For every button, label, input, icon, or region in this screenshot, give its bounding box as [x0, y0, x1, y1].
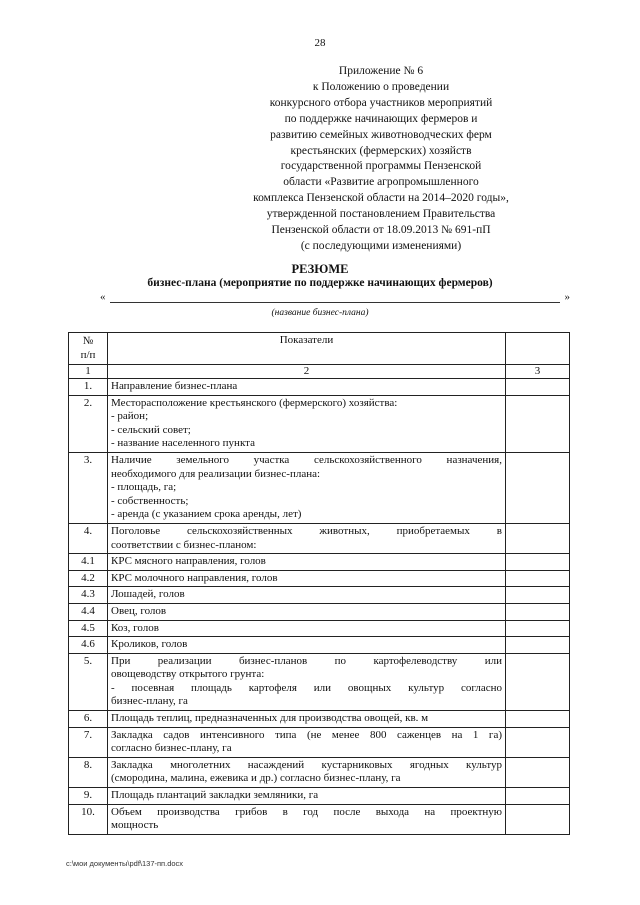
- indicator-text: Поголовье сельскохозяйственных животных, приобретаемых в: [111, 524, 502, 537]
- row-number: 3.: [69, 452, 108, 523]
- row-number: 2.: [69, 395, 108, 452]
- name-caption: (название бизнес-плана): [271, 308, 369, 318]
- row-indicator: [108, 587, 506, 604]
- row-indicator: [108, 653, 506, 710]
- indicator-text: Площадь теплиц, предназначенных для производства овощей, кв. м: [111, 712, 429, 725]
- row-value-cell[interactable]: [506, 452, 570, 523]
- table-row: [69, 554, 570, 571]
- indicator-text: - аренда (с указанием срока аренды, лет): [111, 508, 302, 521]
- name-underline: [110, 302, 560, 303]
- column-number-3: 3: [506, 365, 570, 379]
- indicator-text: КРС мясного направления, голов: [111, 555, 266, 568]
- indicator-text: КРС молочного направления, голов: [111, 571, 278, 584]
- row-number: 4.6: [69, 637, 108, 654]
- indicator-text: мощность: [111, 819, 159, 832]
- header-value: [506, 333, 570, 365]
- row-value-cell[interactable]: [506, 603, 570, 620]
- row-value-cell[interactable]: [506, 379, 570, 396]
- appendix-line: крестьянских (фермерских) хозяйств: [290, 144, 472, 157]
- table-row: [69, 788, 570, 805]
- indicator-text: - посевная площадь картофеля или овощных культур согласно: [111, 681, 502, 694]
- row-value-cell[interactable]: [506, 653, 570, 710]
- document-subtitle: бизнес-плана (мероприятие по поддержке начинающих фермеров): [147, 277, 493, 289]
- column-numbers-row: [69, 365, 570, 379]
- appendix-line: утвержденной постановлением Правительства: [266, 208, 496, 221]
- row-indicator: [108, 379, 506, 396]
- table-header-row: [69, 333, 570, 365]
- row-value-cell[interactable]: [506, 757, 570, 787]
- indicator-text: согласно бизнес-плану, га: [111, 742, 232, 755]
- row-value-cell[interactable]: [506, 637, 570, 654]
- table-row: [69, 653, 570, 710]
- table-row: [69, 804, 570, 834]
- row-number: 4.: [69, 523, 108, 553]
- row-value-cell[interactable]: [506, 570, 570, 587]
- row-number: 8.: [69, 757, 108, 787]
- appendix-line: государственной программы Пензенской: [280, 160, 482, 173]
- table-row: [69, 637, 570, 654]
- indicator-text: необходимого для реализации бизнес-плана:: [111, 467, 321, 480]
- table-row: [69, 587, 570, 604]
- row-indicator: [108, 757, 506, 787]
- row-value-cell[interactable]: [506, 804, 570, 834]
- indicator-text: бизнес-плану, га: [111, 695, 188, 708]
- indicator-text: Коз, голов: [111, 621, 159, 634]
- indicator-text: При реализации бизнес-планов по картофелеводству или: [111, 654, 502, 667]
- indicator-text: - площадь, га;: [111, 481, 177, 494]
- table-row: [69, 711, 570, 728]
- row-number: 7.: [69, 727, 108, 757]
- close-quote: »: [564, 291, 570, 303]
- table-row: [69, 523, 570, 553]
- row-number: 9.: [69, 788, 108, 805]
- table-row: [69, 379, 570, 396]
- appendix-line: развитию семейных животноводческих ферм: [270, 128, 492, 141]
- appendix-line: комплекса Пензенской области на 2014–2020 годы»,: [253, 192, 509, 205]
- indicator-text: Направление бизнес-плана: [111, 380, 238, 392]
- indicator-text: Лошадей, голов: [111, 588, 185, 601]
- row-indicator: [108, 637, 506, 654]
- row-indicator: [108, 554, 506, 571]
- row-indicator: [108, 711, 506, 728]
- row-number: 4.3: [69, 587, 108, 604]
- header-number-pp: п/п: [80, 349, 96, 361]
- row-indicator: [108, 788, 506, 805]
- row-value-cell[interactable]: [506, 727, 570, 757]
- row-number: 10.: [69, 804, 108, 834]
- appendix-line: Пензенской области от 18.09.2013 № 691-пП: [271, 224, 491, 237]
- row-indicator: [108, 727, 506, 757]
- row-value-cell[interactable]: [506, 523, 570, 553]
- table-row: [69, 757, 570, 787]
- indicator-text: Кроликов, голов: [111, 638, 188, 651]
- file-path-footer: c:\мои документы\pdf\137-пп.docx: [66, 859, 184, 868]
- indicator-text: овощеводству открытого грунта:: [111, 668, 265, 681]
- row-indicator: [108, 603, 506, 620]
- row-number: 4.1: [69, 554, 108, 571]
- appendix-line: (с последующими изменениями): [300, 239, 462, 252]
- row-indicator: [108, 804, 506, 834]
- row-indicator: [108, 395, 506, 452]
- header-indicators: Показатели: [108, 333, 506, 365]
- appendix-header: [216, 64, 546, 255]
- row-indicator: [108, 570, 506, 587]
- indicator-text: - название населенного пункта: [111, 437, 255, 450]
- row-number: 4.5: [69, 620, 108, 637]
- appendix-line: Приложение № 6: [338, 65, 424, 77]
- row-indicator: [108, 523, 506, 553]
- appendix-line: конкурсного отбора участников мероприятий: [269, 96, 493, 109]
- column-number-1: 1: [69, 365, 108, 379]
- indicator-text: Площадь плантаций закладки земляники, га: [111, 789, 319, 802]
- indicator-text: Закладка многолетних насаждений кустарниковых ягодных культур: [111, 758, 502, 771]
- row-number: 6.: [69, 711, 108, 728]
- document-title: РЕЗЮМЕ: [291, 262, 349, 276]
- indicator-text: Месторасположение крестьянского (фермерского) хозяйства:: [111, 396, 398, 409]
- row-number: 5.: [69, 653, 108, 710]
- appendix-line: к Положению о проведении: [312, 80, 450, 93]
- business-plan-name-field: [100, 291, 570, 306]
- indicator-text: Наличие земельного участка сельскохозяйственного назначения,: [111, 453, 502, 466]
- row-number: 4.2: [69, 570, 108, 587]
- row-indicator: [108, 620, 506, 637]
- row-number: 4.4: [69, 603, 108, 620]
- indicator-text: (смородина, малина, ежевика и др.) согласно бизнес-плану, га: [111, 772, 401, 785]
- indicator-text: Объем производства грибов в год после выхода на проектную: [111, 805, 502, 818]
- row-value-cell[interactable]: [506, 395, 570, 452]
- indicator-text: - собственность;: [111, 494, 189, 507]
- row-value-cell[interactable]: [506, 587, 570, 604]
- row-value-cell[interactable]: [506, 620, 570, 637]
- table-row: [69, 620, 570, 637]
- page-number: 28: [314, 37, 326, 49]
- column-number-2: 2: [108, 365, 506, 379]
- indicator-text: Овец, голов: [111, 604, 167, 617]
- indicator-text: - сельский совет;: [111, 423, 191, 436]
- table-row: [69, 570, 570, 587]
- row-indicator: [108, 452, 506, 523]
- table-row: [69, 727, 570, 757]
- header-number: [69, 333, 108, 365]
- table-row: [69, 395, 570, 452]
- appendix-line: области «Развитие агропромышленного: [283, 176, 479, 189]
- header-number-sign: №: [82, 335, 94, 347]
- indicator-text: соответствии с бизнес-планом:: [111, 538, 257, 551]
- resume-table: [68, 332, 570, 835]
- row-value-cell[interactable]: [506, 554, 570, 571]
- indicator-text: Закладка садов интенсивного типа (не менее 800 саженцев на 1 га): [111, 728, 502, 741]
- table-row: [69, 603, 570, 620]
- row-value-cell[interactable]: [506, 788, 570, 805]
- open-quote: «: [100, 291, 106, 303]
- row-value-cell[interactable]: [506, 711, 570, 728]
- table-row: [69, 452, 570, 523]
- indicator-text: - район;: [111, 410, 149, 423]
- row-number: 1.: [69, 379, 108, 396]
- appendix-line: по поддержке начинающих фермеров и: [284, 112, 478, 125]
